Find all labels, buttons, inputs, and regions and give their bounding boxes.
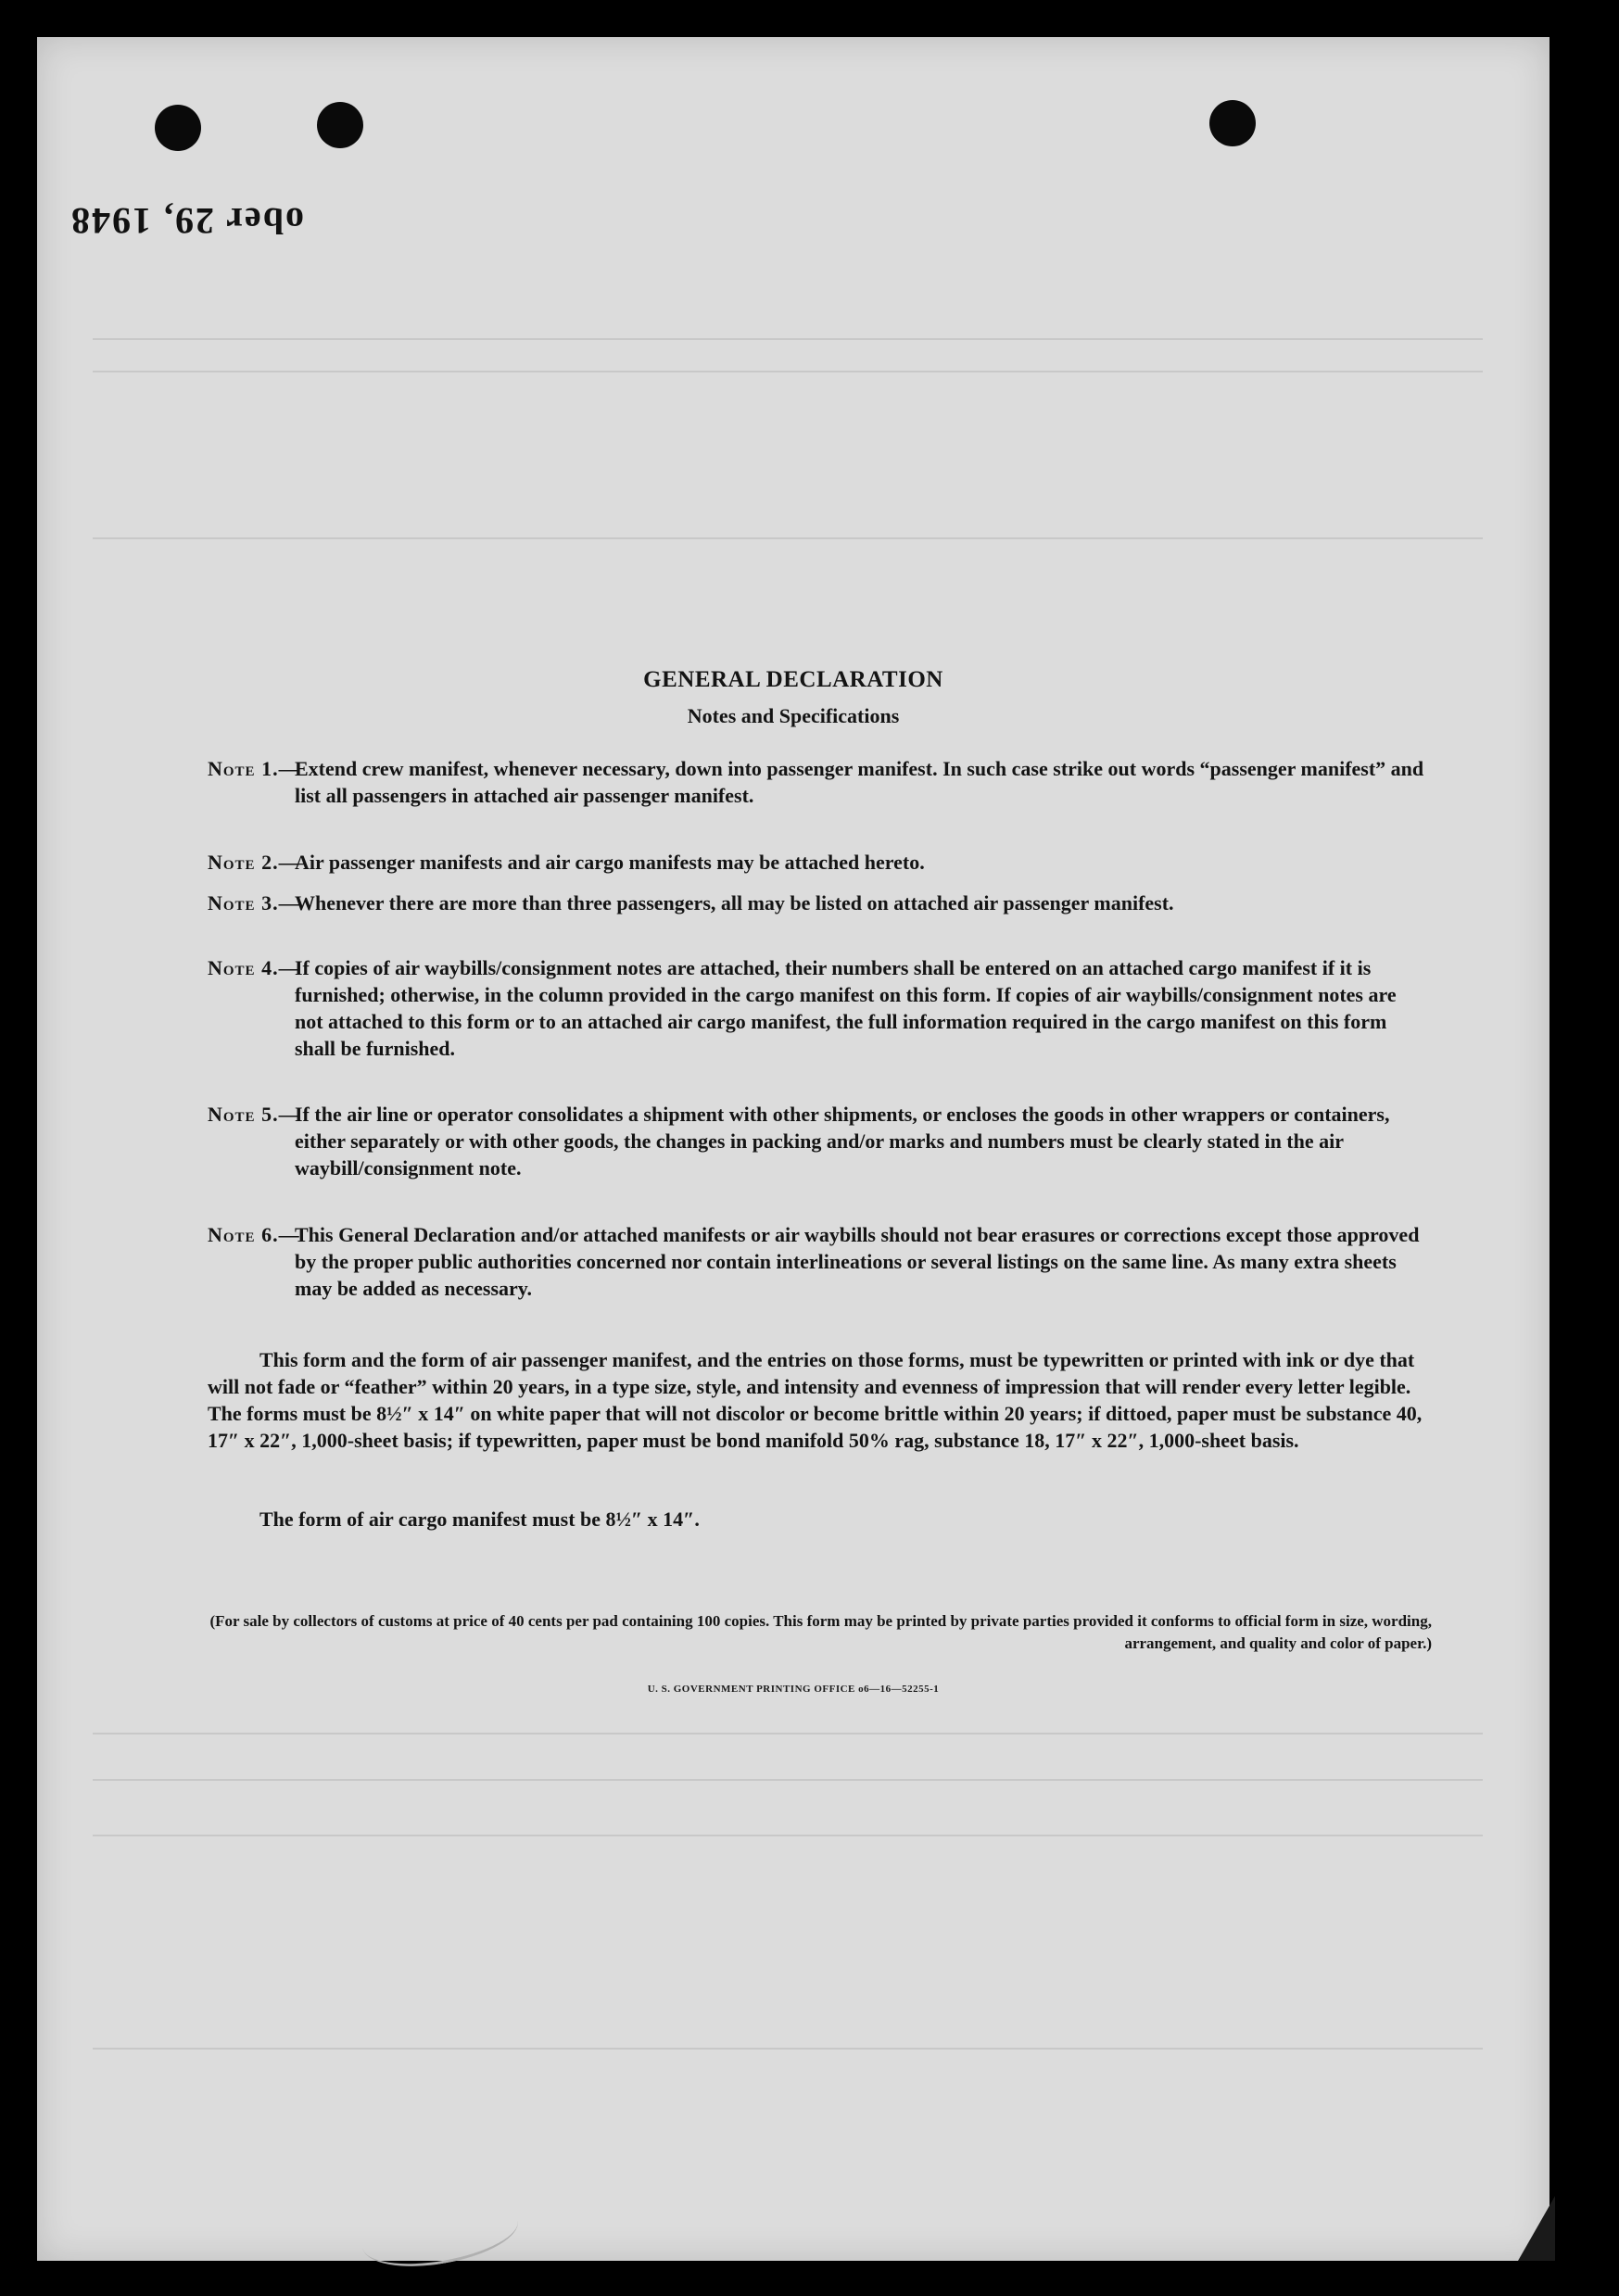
punch-hole: [1209, 100, 1256, 146]
specification-paragraph: This form and the form of air passenger manifest, and the entries on those forms, must be typewritten or printed with ink or dye that will not fade or “feather” within 20 years, in a type size, style, and intensity and evenness of impression that will render every letter legible. The forms must be 8½″ x 14″ on white paper that will not discolor or become brittle within 20 years; if dittoed, paper must be substance 40, 17″ x 22″, 1,000-sheet basis; if typewritten, paper must be bond manifold 50% rag, substance 18, 17″ x 22″, 1,000-sheet basis.: [208, 1348, 1423, 1452]
note-label: Note 6.—: [208, 1223, 300, 1246]
punch-hole: [317, 102, 363, 148]
note-2: [208, 849, 1426, 876]
page-title: GENERAL DECLARATION: [643, 667, 943, 692]
cargo-manifest-size: The form of air cargo manifest must be 8½″ x 14″.: [259, 1508, 700, 1531]
note-label: Note 4.—: [208, 956, 300, 979]
note-4: [208, 954, 1426, 1062]
printer-line: U. S. GOVERNMENT PRINTING OFFICE o6—16—52255-1: [647, 1684, 940, 1695]
bleed-through-line: [93, 338, 1483, 340]
sale-notice: (For sale by collectors of customs at price of 40 cents per pad containing 100 copies. This form may be printed by private parties provided it conforms to official form in size, wording, arrangement, and quality and color of paper.): [209, 1612, 1432, 1652]
note-text: This General Declaration and/or attached manifests or air waybills should not bear erasures or corrections except those approved by the proper public authorities concerned nor contain interlineations or several listings on the same line. As many extra sheets may be added as necessary.: [295, 1223, 1420, 1300]
bleed-through-line: [93, 2048, 1483, 2050]
bleed-through-line: [93, 1835, 1483, 1836]
bleed-through-line: [93, 1733, 1483, 1735]
note-text: Extend crew manifest, whenever necessary, down into passenger manifest. In such case strike out words “passenger manifest” and list all passengers in attached air passenger manifest.: [295, 757, 1424, 807]
note-text: Air passenger manifests and air cargo manifests may be attached hereto.: [295, 851, 925, 874]
folded-corner: [1518, 2196, 1555, 2261]
note-label: Note 5.—: [208, 1103, 300, 1126]
bleed-through-line: [93, 1779, 1483, 1781]
note-5: [208, 1101, 1426, 1181]
note-label: Note 1.—: [208, 757, 300, 780]
document-page: [37, 37, 1549, 2261]
note-1: [208, 755, 1426, 809]
note-label: Note 2.—: [208, 851, 300, 874]
note-3: [208, 889, 1426, 916]
note-text: If copies of air waybills/consignment notes are attached, their numbers shall be entered on an attached cargo manifest if it is furnished; otherwise, in the column provided in the cargo manifest on this form. If copies of air waybills/consignment notes are not attached to this form or to an attached air cargo manifest, the full information required in the cargo manifest on this form shall be furnished.: [295, 956, 1397, 1060]
bleed-through-line: [93, 371, 1483, 372]
bleed-through-line: [93, 537, 1483, 539]
signature-scrawl: [358, 2192, 523, 2277]
page-subtitle: Notes and Specifications: [687, 704, 900, 727]
punch-hole: [155, 105, 201, 151]
note-6: [208, 1221, 1426, 1302]
note-text: If the air line or operator consolidates a shipment with other shipments, or encloses the goods in other wrappers or containers, either separately or with other goods, the changes in packing and/or marks and numbers must be clearly stated in the air waybill/consignment note.: [295, 1103, 1390, 1180]
note-text: Whenever there are more than three passengers, all may be listed on attached air passenger manifest.: [295, 891, 1174, 915]
note-label: Note 3.—: [208, 891, 300, 915]
handwritten-date: ober 29, 1948: [70, 200, 305, 242]
